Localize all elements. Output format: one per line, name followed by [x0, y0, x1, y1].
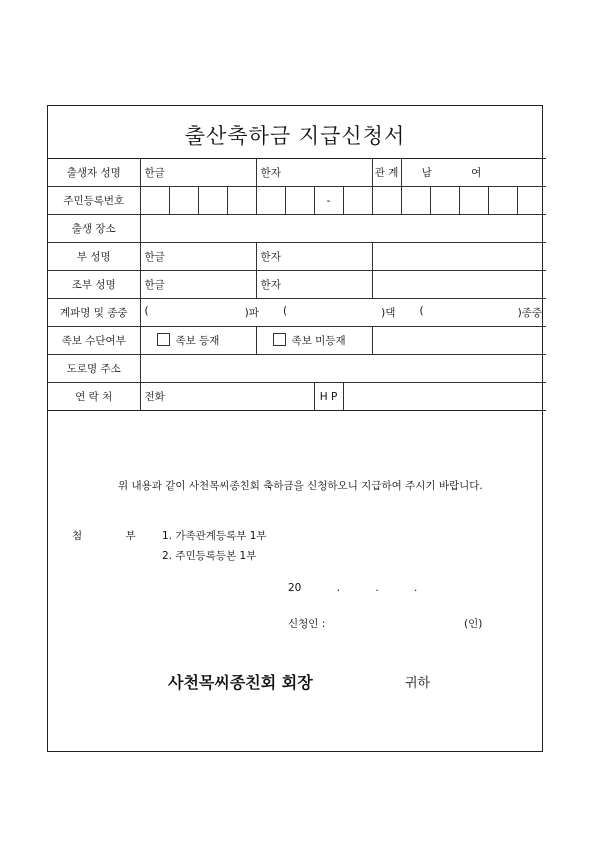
id-digit-box[interactable]: [430, 187, 459, 215]
table-row: [48, 383, 546, 411]
birthplace-label: 출생 장소: [48, 215, 140, 243]
statement: 위 내용과 같이 사천목씨종친회 축하금을 신청하오니 지급하여 주시기 바랍니다.: [118, 480, 483, 492]
baby-name-hangul-field[interactable]: [140, 159, 256, 187]
hanja-label: 한자: [260, 167, 281, 179]
id-digit-box[interactable]: [256, 187, 285, 215]
phone-field[interactable]: [140, 383, 314, 411]
grandfather-name-label: 조부 성명: [48, 271, 140, 299]
table-row: [48, 159, 546, 187]
father-name-label: 부 성명: [48, 243, 140, 271]
hangul-label: 한글: [144, 279, 165, 291]
table-row: [48, 327, 546, 355]
id-digit-box[interactable]: [343, 187, 372, 215]
table-row: [48, 243, 546, 271]
id-digit-box[interactable]: [285, 187, 314, 215]
hanja-label: 한자: [260, 251, 281, 263]
table-row: [48, 271, 546, 299]
lineage-daek: )댁: [381, 307, 396, 319]
genealogy-listed-option[interactable]: [140, 327, 256, 355]
application-form: [47, 105, 543, 752]
hangul-label: 한글: [144, 167, 165, 179]
genealogy-extra-field[interactable]: [372, 327, 546, 355]
honorific: 귀하: [405, 676, 431, 691]
grandfather-extra-field[interactable]: [372, 271, 546, 299]
lineage-open-1: (: [144, 305, 149, 317]
baby-name-hanja-field[interactable]: [256, 159, 372, 187]
gender-male[interactable]: 남: [421, 167, 432, 179]
date-line[interactable]: 20 . . .: [288, 582, 418, 594]
checkbox-icon[interactable]: [273, 333, 286, 346]
id-digit-box[interactable]: [140, 187, 169, 215]
hanja-label: 한자: [260, 279, 281, 291]
id-digit-box[interactable]: [459, 187, 488, 215]
phone-label: 전화: [144, 391, 165, 403]
lineage-pa: )파: [244, 307, 259, 319]
table-row: [48, 299, 546, 327]
id-digit-box[interactable]: [372, 187, 401, 215]
lineage-label: 계파명 및 종중: [48, 299, 140, 327]
grandfather-hangul-field[interactable]: [140, 271, 256, 299]
birthplace-field[interactable]: [140, 215, 546, 243]
table-row: [48, 187, 546, 215]
genealogy-unlisted-label: 족보 미등재: [291, 335, 346, 347]
id-digit-box[interactable]: [488, 187, 517, 215]
father-extra-field[interactable]: [372, 243, 546, 271]
genealogy-listed-label: 족보 등재: [175, 335, 220, 347]
relation-label: 관 계: [372, 159, 401, 187]
checkbox-icon[interactable]: [157, 333, 170, 346]
contact-label: 연 락 처: [48, 383, 140, 411]
father-hangul-field[interactable]: [140, 243, 256, 271]
applicant-label[interactable]: 신청인 :: [288, 618, 326, 630]
lineage-field[interactable]: [140, 299, 546, 327]
baby-name-label: 출생자 성명: [48, 159, 140, 187]
id-digit-box[interactable]: [401, 187, 430, 215]
lineage-jongjung: )종중: [517, 307, 543, 319]
attach-item: 1. 가족관계등록부 1부: [162, 530, 267, 542]
genealogy-unlisted-option[interactable]: [256, 327, 372, 355]
hp-field[interactable]: [343, 383, 546, 411]
address-label: 도로명 주소: [48, 355, 140, 383]
hp-label: H P: [314, 383, 343, 411]
attach-label: 첨 부: [72, 530, 156, 542]
id-digit-box[interactable]: [169, 187, 198, 215]
id-digit-box[interactable]: [227, 187, 256, 215]
id-digit-box[interactable]: [198, 187, 227, 215]
id-digit-box[interactable]: [517, 187, 546, 215]
lineage-open-3: (: [419, 305, 424, 317]
grandfather-hanja-field[interactable]: [256, 271, 372, 299]
table-row: [48, 355, 546, 383]
attachments: [72, 526, 267, 566]
form-title: 출산축하금 지급신청서: [184, 124, 406, 148]
id-dash: -: [314, 187, 343, 215]
father-hanja-field[interactable]: [256, 243, 372, 271]
attach-item: 2. 주민등록등본 1부: [162, 550, 257, 562]
lineage-open-2: (: [282, 305, 288, 317]
gender-field[interactable]: [401, 159, 546, 187]
seal-mark: (인): [464, 618, 483, 630]
genealogy-label: 족보 수단여부: [48, 327, 140, 355]
id-number-label: 주민등록번호: [48, 187, 140, 215]
recipient: 사천목씨종친회 회장: [168, 673, 313, 692]
table-row: [48, 215, 546, 243]
gender-female[interactable]: 여: [471, 167, 482, 179]
lineage-parts: [141, 305, 547, 320]
address-field[interactable]: [140, 355, 546, 383]
form-table: [48, 158, 546, 411]
hangul-label: 한글: [144, 251, 165, 263]
